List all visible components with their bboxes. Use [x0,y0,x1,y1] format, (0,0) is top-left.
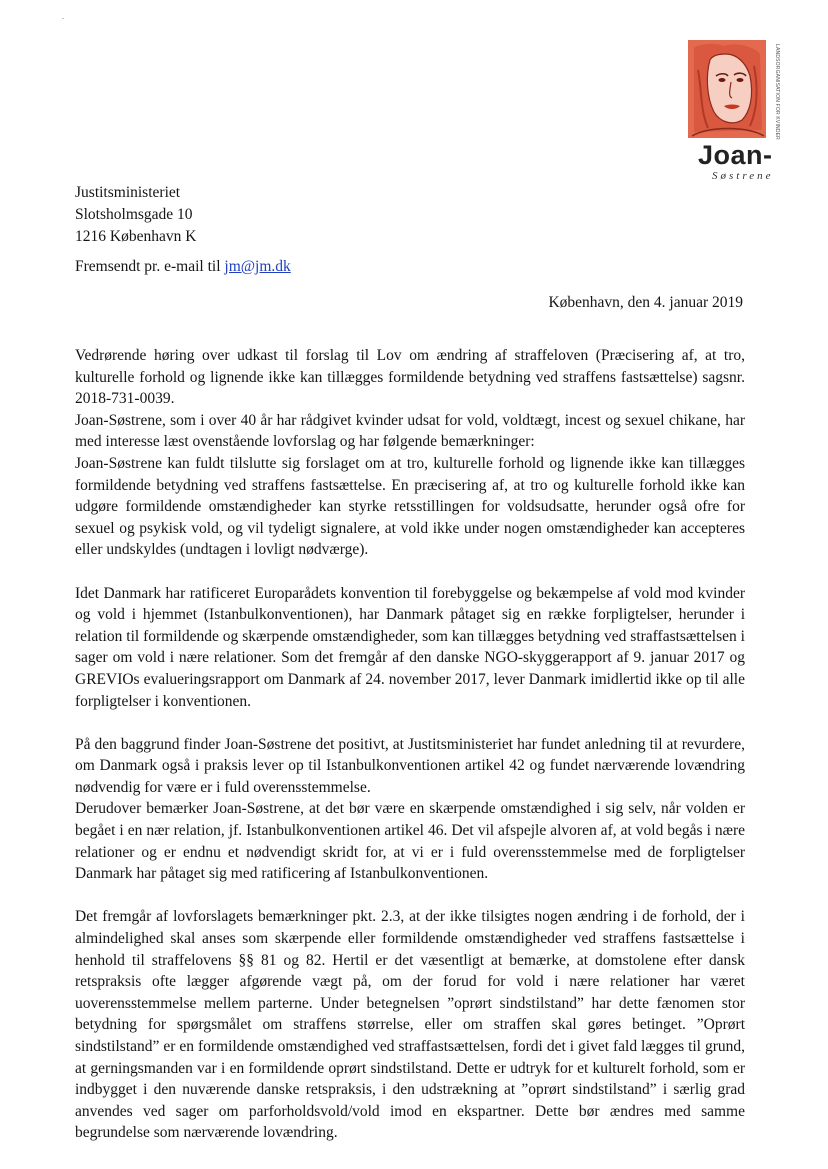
paragraph-support: Joan-Søstrene kan fuldt tilslutte sig forslaget om at tro, kulturelle forhold og lignende ikke kan tillægges formildende betydning ved straffens fastsættelse. En præcisering af, at tro og kulturelle forhold ikke kan udgøre formildende omstændigheder kan styrke retsstillingen for voldsudsatte, herunder også ofre for sexuel og psykisk vold, og vil tydeligt signalere, at vold ikke under nogen omstændigheder kan accepteres eller undskyldes (undtagen i lovligt nødværge). [75,454,745,559]
paragraph-aggravating: Derudover bemærker Joan-Søstrene, at det bør være en skærpende omstændighed i sig selv, når volden er begået i en nær relation, jf. Istanbulkonventionen artikel 46. Det vil afspejle alvoren af, at vold begås i nære relationer og er endnu et nødvendigt skridt for, at vi er i fuld overensstemmelse med de forpligtelser Danmark har påtaget sig med ratificering af Istanbulkonventionen. [75,800,745,883]
paragraph-subject: Vedrørende høring over udkast til forslag til Lov om ændring af straffeloven (Præcisering af, at tro, kulturelle forhold og lignende ikke kan tillægges formildende betydning ved straffens fastsættelse) sagsnr. 2018-731-0039. [75,347,745,408]
recipient-street: Slotsholmsgade 10 [75,206,193,223]
sent-via-prefix: Fremsendt pr. e-mail til [75,258,225,275]
logo-wordmark: Joan- [698,140,773,170]
joan-sostrene-logo [688,40,788,185]
face-illustration-icon [688,40,768,140]
scan-mark: - [62,14,65,22]
recipient-city: 1216 København K [75,228,197,245]
paragraph-case-law: Det fremgår af lovforslagets bemærkninger pkt. 2.3, at der ikke tilsigtes nogen ændring i de forhold, der i almindelighed skal anses som skærpende eller formildende omstændigheder ved straffens fastsættelse i henhold til straffelovens §§ 81 og 82. Hertil er det væsentligt at bemærke, at domstolene efter dansk retspraksis ofte lægger afgørende vægt på, om der forud for vold i nære relationer har været uoverensstemmelse mellem parterne. Under betegnelsen ”oprørt sindstilstand” har dette fænomen stor betydning for spørgsmålet om straffens størrelse, eller om straffen skal gøres betinget. ”Oprørt sindstilstand” er en formildende omstændighed ved straffastsættelsen, fordi det i givet fald lægges til grund, at gerningsmanden var i en formildende oprørt sindstilstand. Dette er udtryk for et kulturelt forhold, som er indbygget i den nuværende danske retspraksis, i den udstrækning at ”oprørt sindstilstand” i særlig grad anvendes ved sager om parforholdsvold/vold imod en ekspartner. Dette bør ændres med samme begrundelse som nærværende lovændring. [75,908,745,1142]
paragraph-istanbul: Idet Danmark har ratificeret Europarådets konvention til forebyggelse og bekæmpelse af vold mod kvinder og vold i hjemmet (Istanbulkonventionen), har Danmark påtaget sig en række forpligtelser, herunder i relation til formildende og skærpende omstændigheder, som kan tillægges betydning ved straffastsættelsen i sager om vold i nære relationer. Som det fremgår af den danske NGO-skyggerapport af 9. januar 2017 og GREVIOs evalueringsrapport om Danmark af 24. november 2017, lever Danmark imidlertid ikke op til alle forpligtelser i konventionen. [75,584,745,710]
paragraph-intro: Joan-Søstrene, som i over 40 år har rådgivet kvinder udsat for vold, voldtægt, incest og sexuel chikane, har med interesse læst ovenstående lovforslag og har følgende bemærkninger: [75,411,745,451]
paragraph-positive: På den baggrund finder Joan-Søstrene det positivt, at Justitsministeriet har fundet anledning til at revurdere, om Danmark også i praksis lever op til Istanbulkonventionen artikel 42 og fundet nærværende lovændring nødvendig for være er i fuld overensstemmelse. [75,735,745,796]
logo-subtitle: Søstrene [712,170,774,182]
letter-body [75,345,745,1144]
recipient-name: Justitsministeriet [75,184,181,201]
date-line: København, den 4. januar 2019 [548,294,743,311]
email-link[interactable]: jm@jm.dk [224,258,291,275]
sent-via-line [75,256,291,278]
logo-tagline: LANDSORGANISATION FOR KVINDER [774,44,780,140]
recipient-address [75,182,196,248]
